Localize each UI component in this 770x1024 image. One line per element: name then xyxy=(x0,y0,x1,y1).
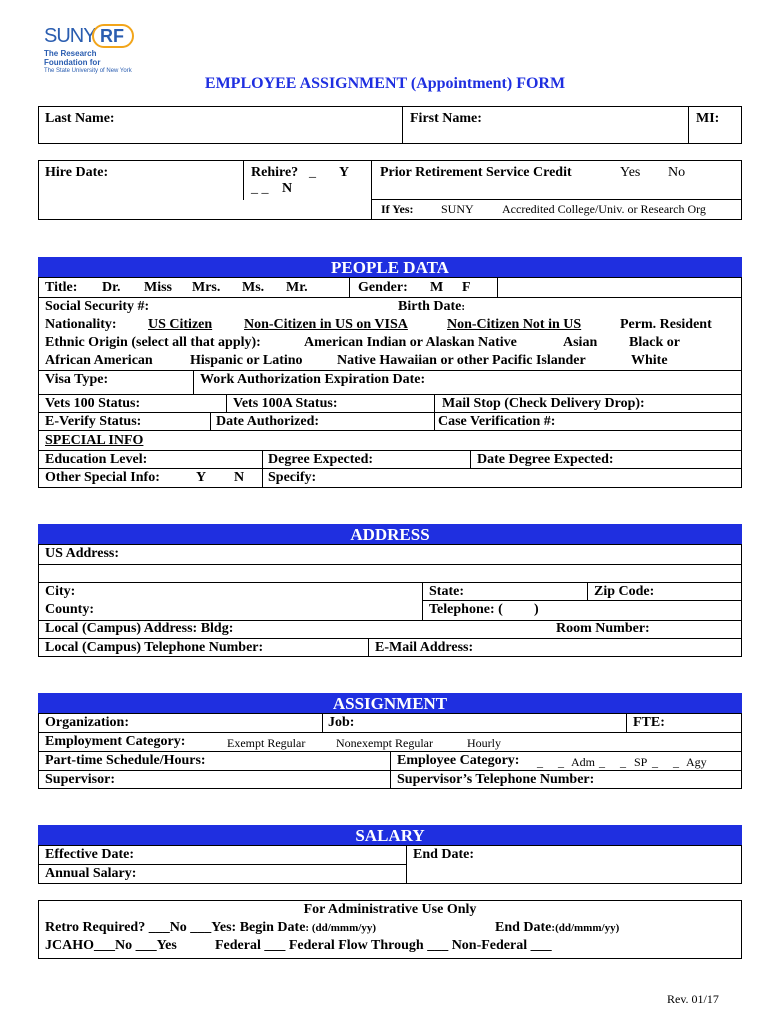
prior-retirement-no[interactable]: No xyxy=(668,165,686,180)
nationality-perm-resident[interactable]: Perm. Resident xyxy=(620,317,712,332)
nationality-non-citizen-visa[interactable]: Non-Citizen in US on VISA xyxy=(244,317,408,332)
logo-rf: RF xyxy=(100,26,124,46)
people-data-bar xyxy=(38,257,742,277)
local-bldg-label: Local (Campus) Address: Bldg: xyxy=(45,621,234,636)
work-auth-label: Work Authorization Expiration Date: xyxy=(200,372,426,387)
date-degree-expected-label: Date Degree Expected: xyxy=(477,452,614,467)
admin-heading: For Administrative Use Only xyxy=(303,902,477,917)
ethnic-label: Ethnic Origin (select all that apply): xyxy=(45,335,261,350)
jcaho-label: JCAHO___No ___Yes xyxy=(45,938,177,953)
first-name-label: First Name: xyxy=(410,111,482,126)
employee-category-agy[interactable]: Agy xyxy=(686,755,707,769)
degree-expected-label: Degree Expected: xyxy=(268,452,374,467)
employee-category-sp[interactable]: SP xyxy=(634,755,648,769)
local-phone-label: Local (Campus) Telephone Number: xyxy=(45,640,264,655)
revision: Rev. 01/17 xyxy=(667,992,719,1006)
title-mrs[interactable]: Mrs. xyxy=(192,280,221,295)
name-box xyxy=(38,106,742,144)
assignment-bar xyxy=(38,693,742,713)
logo xyxy=(44,24,154,76)
rehire-n[interactable]: N xyxy=(282,181,293,196)
annual-salary-label: Annual Salary: xyxy=(45,866,137,881)
title-dr[interactable]: Dr. xyxy=(102,280,121,295)
form-title: EMPLOYEE ASSIGNMENT (Appointment) FORM xyxy=(204,75,566,92)
rehire-y[interactable]: Y xyxy=(339,165,350,180)
visa-type-label: Visa Type: xyxy=(45,372,109,387)
federal-label: Federal ___ Federal Flow Through ___ Non-Federal ___ xyxy=(215,938,552,953)
title-miss[interactable]: Miss xyxy=(144,280,172,295)
email-label: E-Mail Address: xyxy=(375,640,474,655)
zip-label: Zip Code: xyxy=(594,584,655,599)
nationality-label: Nationality: xyxy=(45,317,117,332)
gender-label: Gender: xyxy=(358,280,408,295)
case-verification-label: Case Verification #: xyxy=(438,414,556,429)
employee-category-adm[interactable]: Adm xyxy=(571,755,595,769)
birth-date-label: Birth Date: xyxy=(398,299,466,314)
county-label: County: xyxy=(45,602,95,617)
if-yes-suny[interactable]: SUNY xyxy=(441,202,474,216)
last-name-label: Last Name: xyxy=(45,111,115,126)
everify-label: E-Verify Status: xyxy=(45,414,142,429)
prior-retirement-yes[interactable]: Yes xyxy=(620,165,641,180)
special-info-heading: SPECIAL INFO xyxy=(45,433,144,448)
education-level-label: Education Level: xyxy=(45,452,148,467)
vets100a-label: Vets 100A Status: xyxy=(233,396,338,411)
us-address-label: US Address: xyxy=(45,546,120,561)
ethnic-white[interactable]: White xyxy=(631,353,668,368)
logo-line3: The State University of New York xyxy=(44,68,132,74)
address-heading: ADDRESS xyxy=(350,525,430,544)
nationality-non-citizen-not[interactable]: Non-Citizen Not in US xyxy=(447,317,582,332)
telephone-label: Telephone: ( xyxy=(429,602,503,617)
ethnic-american-indian[interactable]: American Indian or Alaskan Native xyxy=(304,335,517,350)
logo-suny: SUNY xyxy=(44,25,96,47)
if-yes-accredited[interactable]: Accredited College/Univ. or Research Org xyxy=(502,202,706,216)
city-label: City: xyxy=(45,584,76,599)
prior-retirement-label: Prior Retirement Service Credit xyxy=(380,165,572,180)
title-mr[interactable]: Mr. xyxy=(286,280,308,295)
supervisor-label: Supervisor: xyxy=(45,772,115,787)
employee-category-label: Employee Category: xyxy=(397,753,520,768)
employment-hourly[interactable]: Hourly xyxy=(467,736,501,750)
end-date-label: End Date: xyxy=(413,847,475,862)
logo-line1: The Research xyxy=(44,49,97,58)
mi-label: MI: xyxy=(696,111,720,126)
date-authorized-label: Date Authorized: xyxy=(216,414,320,429)
logo-line2: Foundation for xyxy=(44,58,101,67)
other-special-label: Other Special Info: xyxy=(45,470,160,485)
ethnic-asian[interactable]: Asian xyxy=(563,335,598,350)
salary-heading: SALARY xyxy=(355,826,425,845)
gender-m[interactable]: M xyxy=(430,280,444,295)
retro-label: Retro Required? ___No ___Yes: Begin Date: (dd/mmm/yy) xyxy=(45,920,376,935)
room-number-label: Room Number: xyxy=(556,621,650,636)
other-special-n[interactable]: N xyxy=(234,470,245,485)
employment-category-label: Employment Category: xyxy=(45,734,186,749)
address-bar xyxy=(38,524,742,544)
specify-label: Specify: xyxy=(268,470,317,485)
ssn-label: Social Security #: xyxy=(45,299,150,314)
assignment-heading: ASSIGNMENT xyxy=(332,694,448,713)
vets100-label: Vets 100 Status: xyxy=(45,396,141,411)
ethnic-hispanic[interactable]: Hispanic or Latino xyxy=(190,353,303,368)
other-special-y[interactable]: Y xyxy=(196,470,207,485)
fte-label: FTE: xyxy=(633,715,665,730)
hire-date-label: Hire Date: xyxy=(45,165,109,180)
organization-label: Organization: xyxy=(45,715,129,730)
people-data-heading: PEOPLE DATA xyxy=(331,258,449,277)
parttime-label: Part-time Schedule/Hours: xyxy=(45,753,206,768)
title-ms[interactable]: Ms. xyxy=(242,280,265,295)
effective-date-label: Effective Date: xyxy=(45,847,135,862)
ethnic-native-hawaiian[interactable]: Native Hawaiian or other Pacific Islander xyxy=(337,353,586,368)
supervisor-phone-label: Supervisor’s Telephone Number: xyxy=(397,772,595,787)
admin-end-date-label: End Date:(dd/mmm/yy) xyxy=(495,920,620,935)
ethnic-black-or[interactable]: Black or xyxy=(629,335,680,350)
salary-bar xyxy=(38,825,742,845)
job-label: Job: xyxy=(328,715,355,730)
rehire-label: Rehire? xyxy=(251,165,299,180)
title-label: Title: xyxy=(45,280,78,295)
if-yes-label: If Yes: xyxy=(381,202,414,216)
mail-stop-label: Mail Stop (Check Delivery Drop): xyxy=(442,396,645,411)
nationality-us-citizen[interactable]: US Citizen xyxy=(148,317,213,332)
employment-nonexempt[interactable]: Nonexempt Regular xyxy=(336,736,433,750)
state-label: State: xyxy=(429,584,464,599)
telephone-close: ) xyxy=(534,602,539,617)
ethnic-african-american[interactable]: African American xyxy=(45,353,153,368)
gender-f[interactable]: F xyxy=(462,280,471,295)
employment-exempt[interactable]: Exempt Regular xyxy=(227,736,306,750)
